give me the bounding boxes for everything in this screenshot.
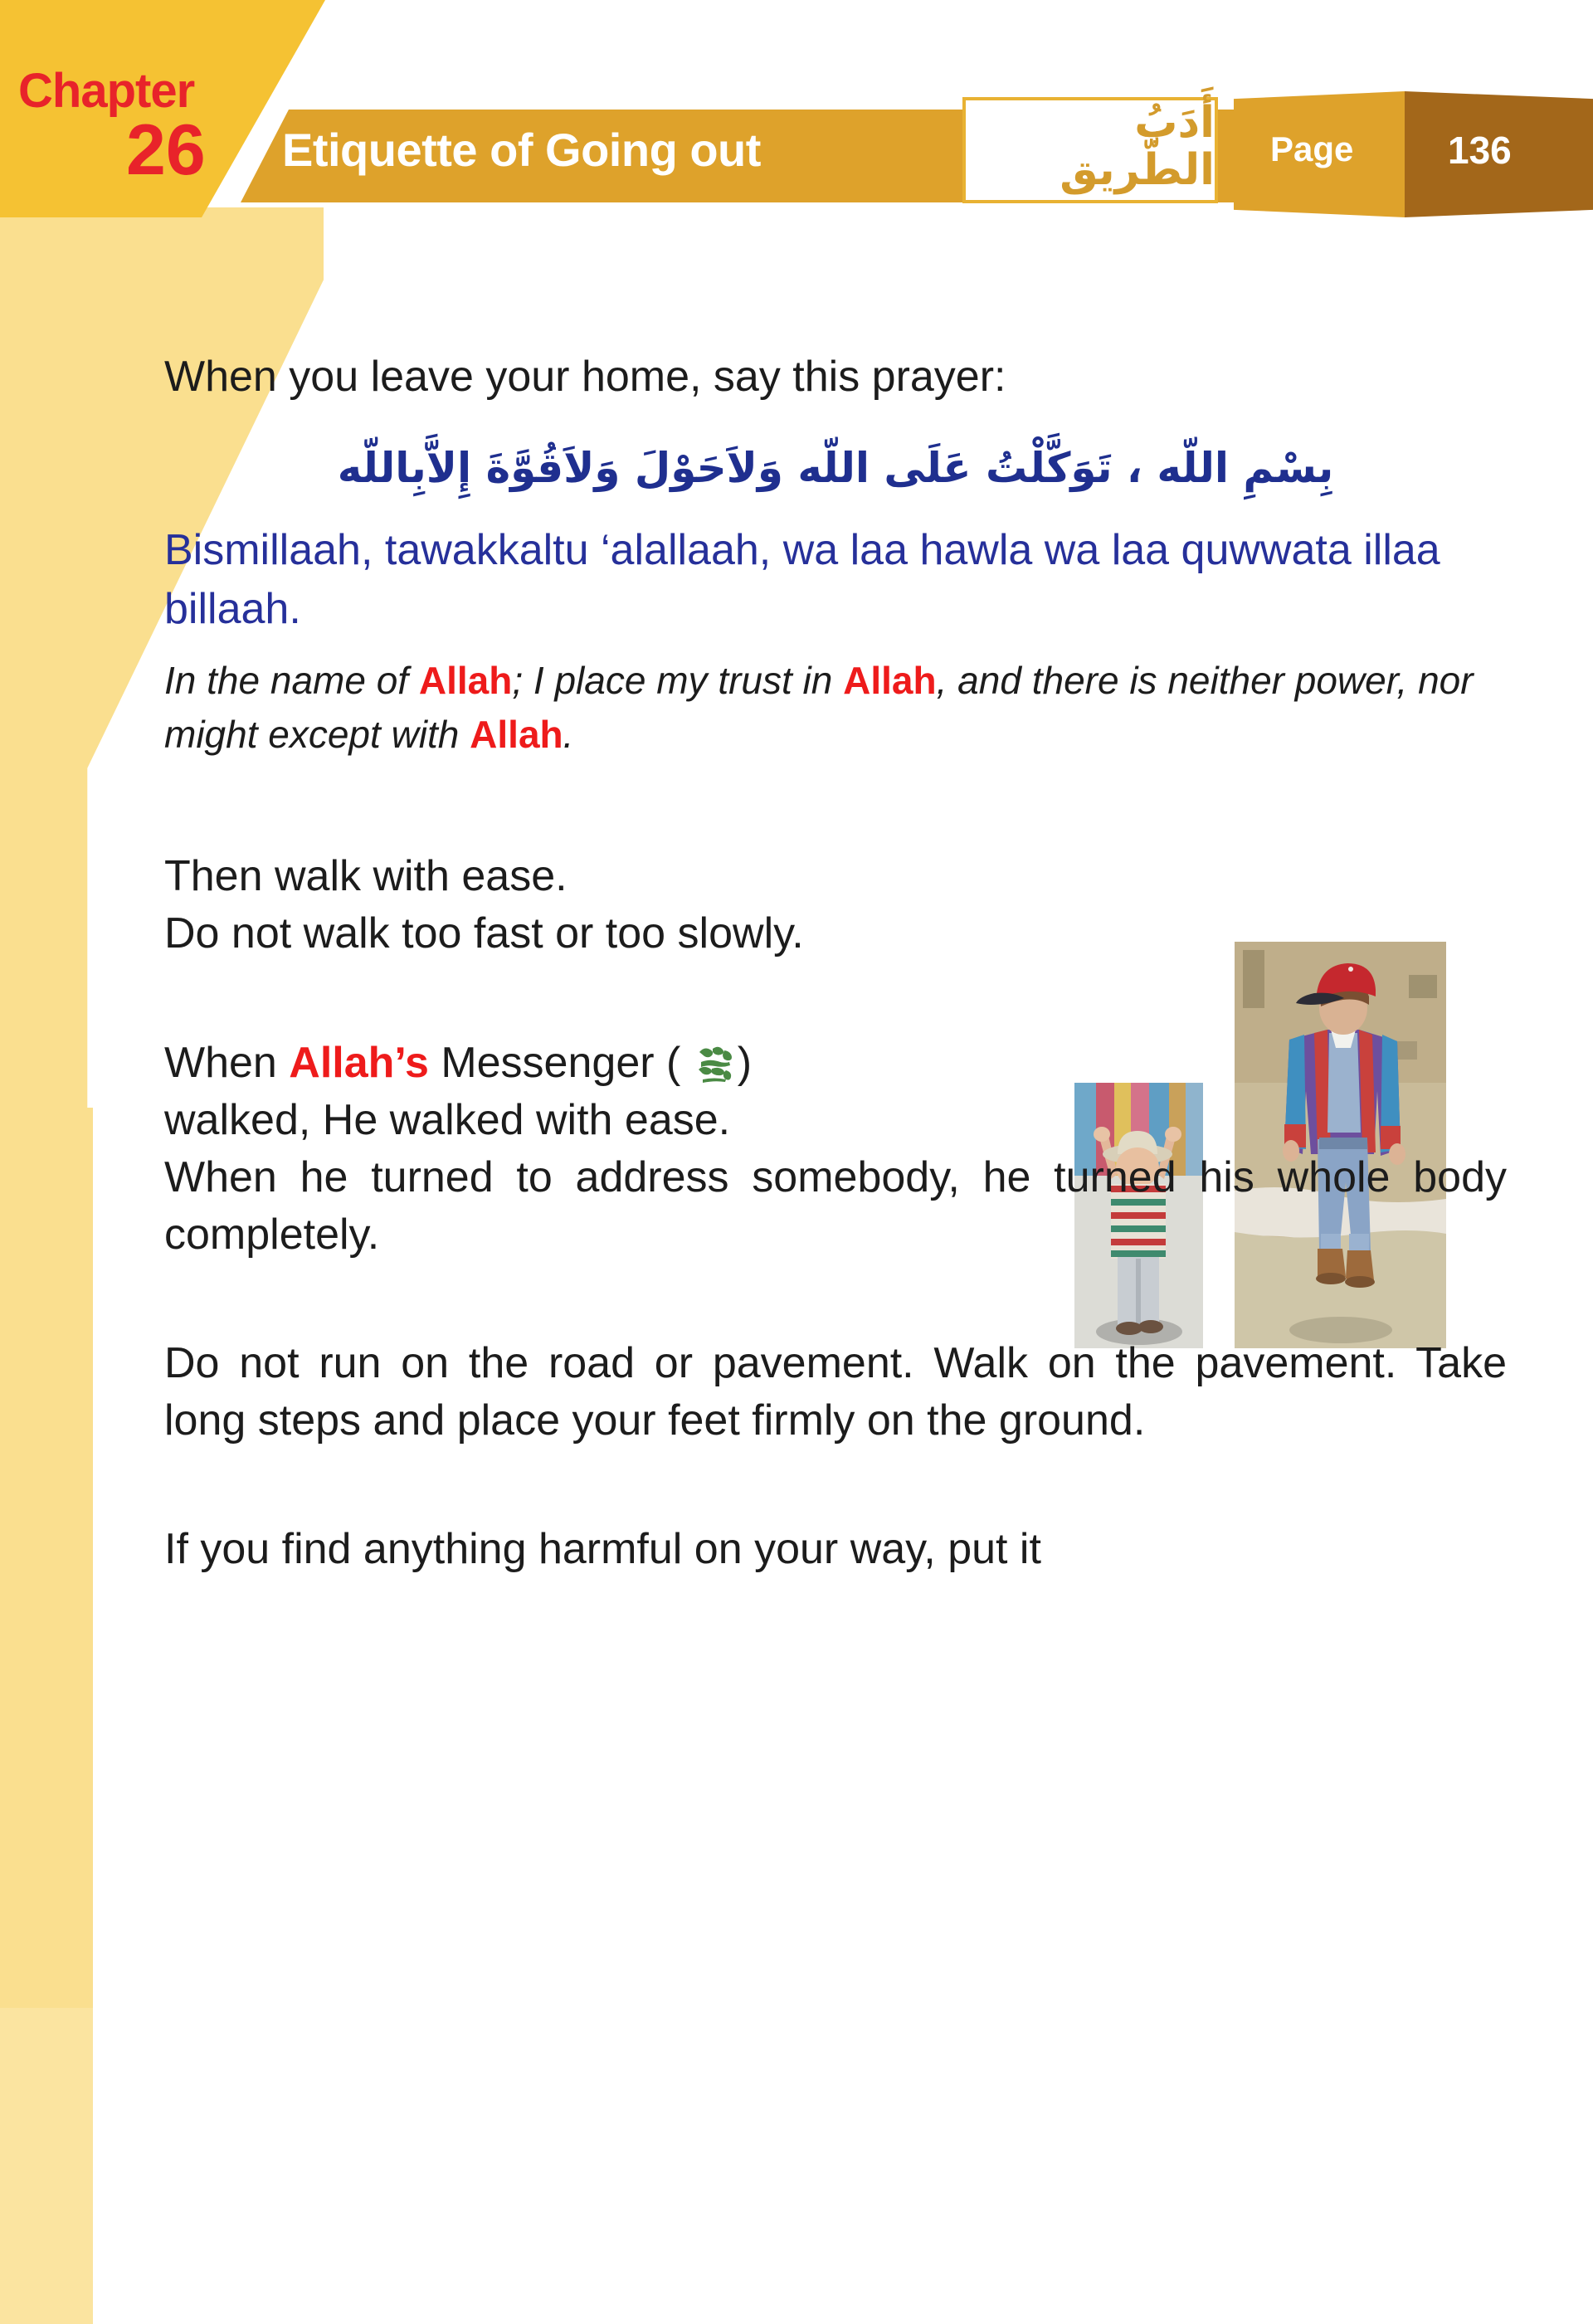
spacer [164, 1449, 1507, 1521]
walk-speed-line: Do not walk too fast or too slowly. [164, 909, 804, 958]
page-number-book-graphic [1234, 91, 1593, 217]
page-title: Etiquette of Going out [282, 124, 761, 176]
spacer [164, 762, 1507, 848]
translation-part-3: , and there is neither power, nor might except with [164, 658, 1474, 756]
spacer [164, 963, 1507, 1035]
arabic-title: أَدَبُ الطَّريق [1060, 97, 1215, 195]
walk-ease-line: Then walk with ease. [164, 852, 568, 901]
sallallahu-alayhi-wasallam-icon [693, 1042, 738, 1087]
translation-text [164, 654, 1507, 762]
translation-part-2: ; I place my trust in [512, 658, 844, 702]
road-pavement-paragraph: Do not run on the road or pavement. Walk on the pavement. Take long steps and place your feet firmly on the ground. [164, 1339, 1507, 1445]
arabic-title-box [962, 97, 1218, 203]
allah-word-1: Allah [418, 658, 513, 702]
translation-part-4: . [563, 712, 574, 756]
left-decorative-band-lower [0, 2008, 93, 2324]
page-number: 136 [1448, 129, 1512, 172]
chapter-number: 26 [126, 110, 206, 190]
translation-part-1: In the name of [164, 658, 419, 702]
messenger-middle: Messenger ( [428, 1038, 681, 1087]
chapter-label: Chapter [18, 64, 195, 118]
transliteration-text: Bismillaah, tawakkaltu ‘alallaah, wa laa hawla wa laa quwwata illaa billaah. [164, 526, 1440, 633]
harmful-paragraph: If you find anything harmful on your way, put it [164, 1525, 1041, 1574]
arabic-prayer-text: بِسْمِ اللّه ، تَوَكَّلْتُ عَلَى اللّه وَلاَحَوْلَ وَلاَقُوَّةَ إِلاَّبِاللّه [337, 444, 1334, 493]
messenger-suffix: ) [737, 1038, 753, 1087]
intro-paragraph: When you leave your home, say this prayer: [164, 353, 1006, 401]
allah-word-2: Allah [843, 658, 937, 702]
page-content [164, 348, 1507, 1579]
messenger-intro-line [164, 1035, 1027, 1092]
messenger-prefix: When [164, 1038, 290, 1087]
page-label: Page [1270, 129, 1354, 168]
spacer [164, 1264, 1507, 1335]
page-header [0, 0, 1593, 217]
allah-possessive: Allah’s [289, 1038, 429, 1087]
messenger-walked-paragraph: walked, He walked with ease. [164, 1095, 731, 1144]
turned-body-paragraph: When he turned to address somebody, he turned his whole body completely. [164, 1152, 1507, 1259]
allah-word-3: Allah [470, 712, 563, 756]
